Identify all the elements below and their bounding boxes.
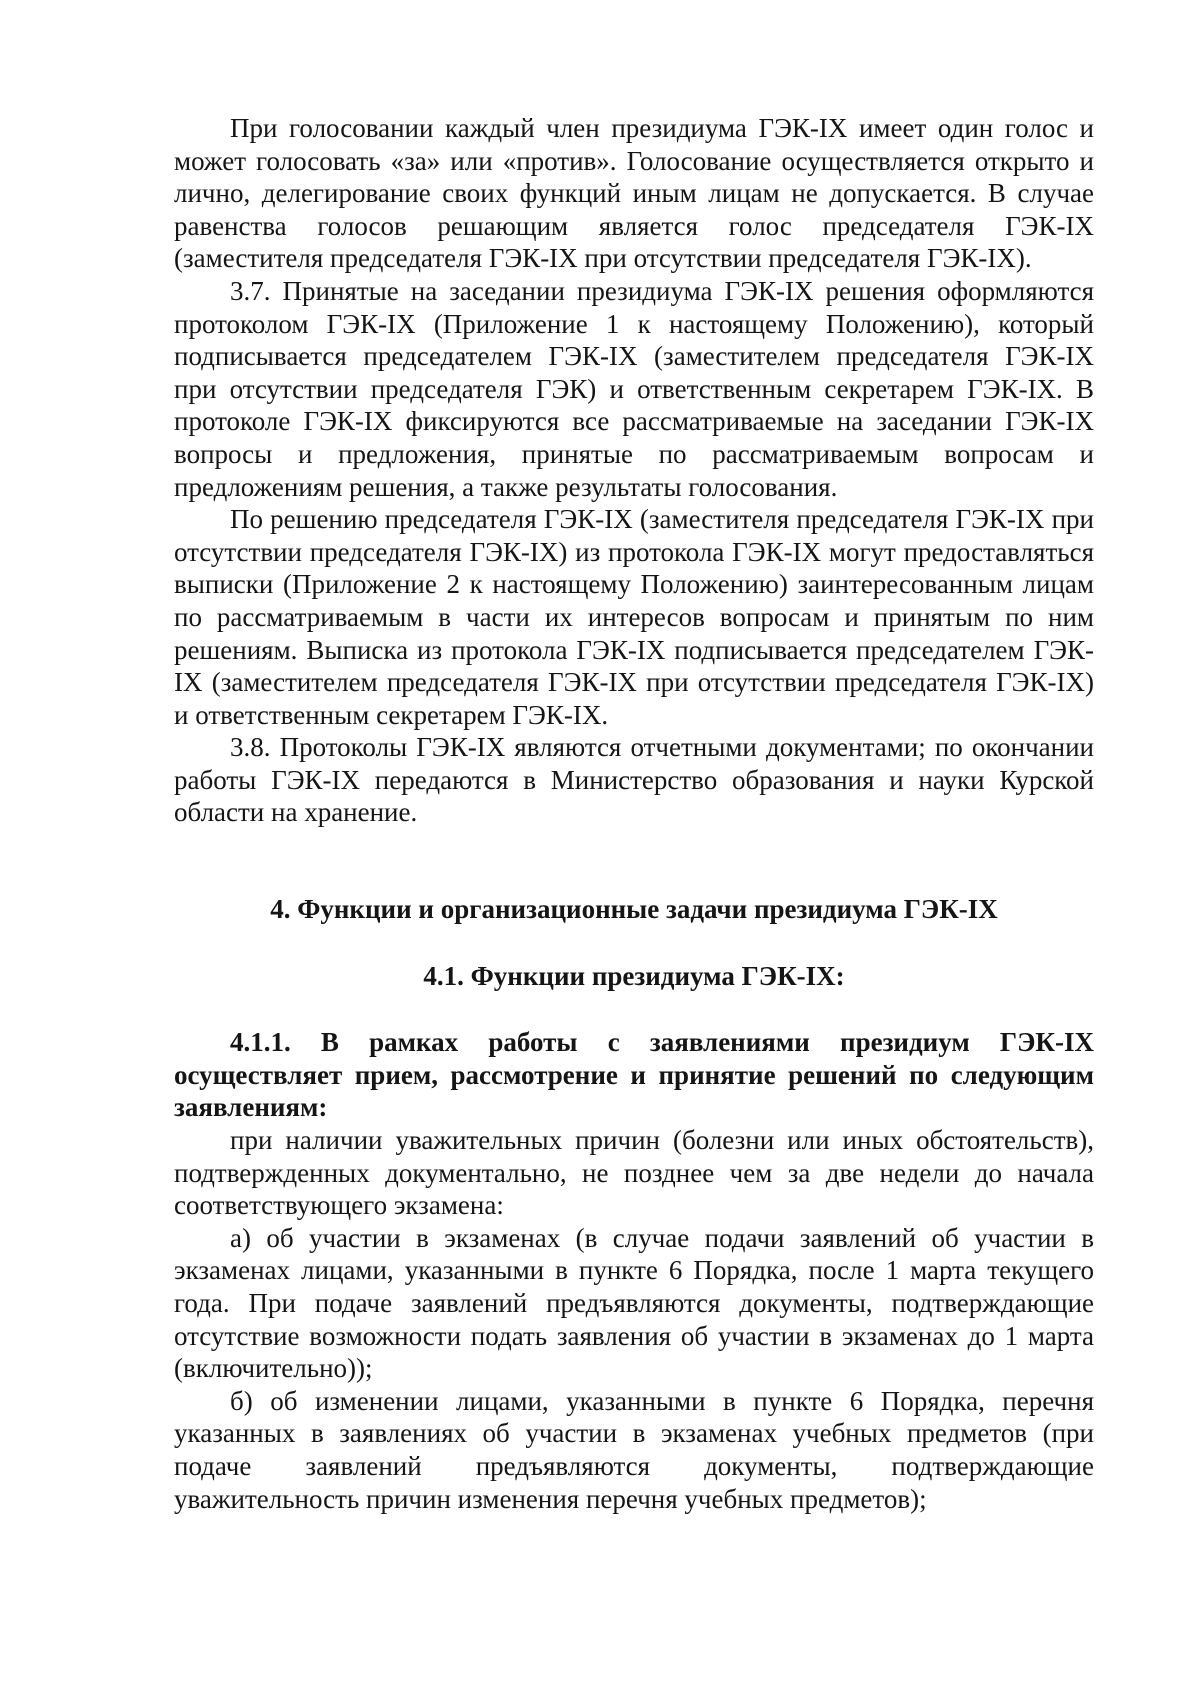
document-body: [174, 112, 1094, 1515]
paragraph-extracts: По решению председателя ГЭК-IX (заместителя председателя ГЭК-IX при отсутствии председателя ГЭК-IX) из протокола ГЭК-IX могут предоставляться выписки (Приложение 2 к настоящему Положению) заинтересованным лицам по рассматриваемым в части их интересов вопросам и принятым по ним решениям. Выписка из протокола ГЭК-IX подписывается председателем ГЭК-IX (заместителем председателя ГЭК-IX при отсутствии председателя ГЭК-IX) и ответственным секретарем ГЭК-IX.: [174, 504, 1094, 730]
section-heading: 4. Функции и организационные задачи президиума ГЭК-IX: [270, 894, 998, 925]
paragraph-4-1-1: 4.1.1. В рамках работы с заявлениями президиум ГЭК-IX осуществляет прием, рассмотрение и принятие решений по следующим заявлениям:: [174, 1027, 1094, 1123]
paragraph-3-8: 3.8. Протоколы ГЭК-IX являются отчетными документами; по окончании работы ГЭК-IX передаются в Министерство образования и науки Курской области на хранение.: [174, 732, 1094, 828]
paragraph-3-7: 3.7. Принятые на заседании президиума ГЭК-IX решения оформляются протоколом ГЭК-IX (Приложение 1 к настоящему Положению), который подписывается председателем ГЭК-IX (заместителем председателя ГЭК-IX при отсутствии председателя ГЭК) и ответственным секретарем ГЭК-IX. В протоколе ГЭК-IX фиксируются все рассматриваемые на заседании ГЭК-IX вопросы и предложения, принятые по рассматриваемым вопросам и предложениям решения, а также результаты голосования.: [174, 275, 1094, 502]
section-spacer: [174, 829, 1094, 893]
paragraph-voting: При голосовании каждый член президиума ГЭК-IX имеет один голос и может голосовать «за» или «против». Голосование осуществляется открыто и лично, делегирование своих функций иным лицам не допускается. В случае равенства голосов решающим является голос председателя ГЭК-IX (заместителя председателя ГЭК-IX при отсутствии председателя ГЭК-IX).: [174, 113, 1094, 274]
subsection-heading: 4.1. Функции президиума ГЭК-IX:: [423, 960, 845, 991]
paragraph-item-a: а) об участии в экзаменах (в случае подачи заявлений об участии в экзаменах лицами, указанными в пункте 6 Порядка, после 1 марта текущего года. При подаче заявлений предъявляются документы, подтверждающие отсутствие возможности подать заявления об участии в экзаменах до 1 марта (включительно));: [174, 1222, 1094, 1384]
paragraph-item-b: б) об изменении лицами, указанными в пункте 6 Порядка, перечня указанных в заявлениях об участии в экзаменах учебных предметов (при подаче заявлений предъявляются документы, подтверждающие уважительность причин изменения перечня учебных предметов);: [174, 1385, 1094, 1514]
paragraph-valid-reasons: при наличии уважительных причин (болезни или иных обстоятельств), подтвержденных документально, не позднее чем за две недели до начала соответствующего экзамена:: [174, 1125, 1094, 1221]
